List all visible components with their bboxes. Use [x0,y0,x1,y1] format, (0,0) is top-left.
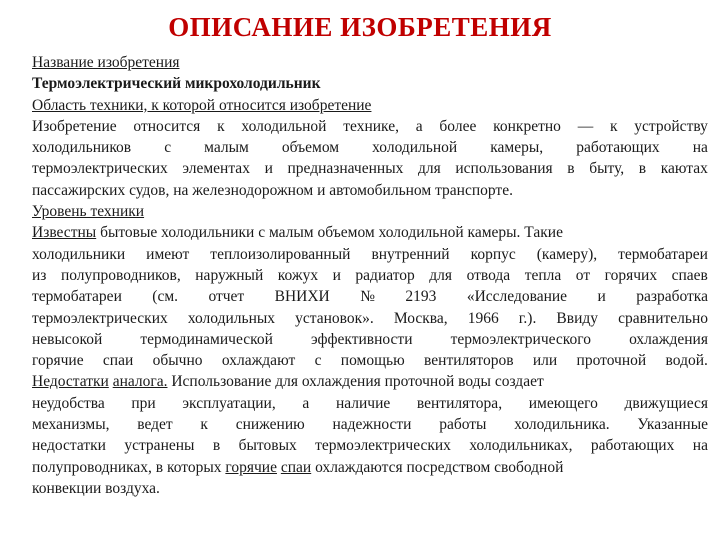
word: (см. [152,288,179,306]
word: термоэлектрических [315,437,451,455]
word: Москва, [393,309,448,327]
word: объемом [281,139,340,157]
analog-word: аналога. [112,373,168,391]
word: и [597,288,606,306]
word: ВНИХИ [274,288,330,306]
word: бытовых [238,437,297,455]
disadvantages-rest: Использование для охлаждения проточной воды создает [167,373,544,391]
word: снижению [235,416,305,434]
prior-line [32,329,708,350]
word: и [332,266,341,284]
prior-first-line [32,222,708,243]
word: холодильной [372,139,458,157]
prior-line [32,244,708,265]
word: полупроводников, [60,266,181,284]
word: термобатареи [618,245,708,263]
word: из [32,266,47,284]
word: устранены [124,437,195,455]
word: имеющего [528,394,598,412]
word: вентилятора, [416,394,503,412]
word: на [692,139,708,157]
hot-junctions-post: охлаждаются посредством свободной [311,458,564,476]
word: с [314,352,322,370]
word: в [638,160,647,178]
word: неудобства [32,394,105,412]
disadvantages-word: Недостатки [32,373,109,391]
word: эксплуатации, [182,394,276,412]
word: к [200,416,208,434]
word: термоэлектрических [32,160,168,178]
word: отчет [208,288,245,306]
word: наличие [335,394,391,412]
disadvantages-text-line [32,393,708,414]
word: для [417,160,441,178]
word: на [692,437,708,455]
word: в [567,160,575,178]
word: горячие [32,352,84,370]
invention-name: Термоэлектрический микрохолодильник [32,75,321,93]
word: при [131,394,156,412]
word: (камеру), [536,245,598,263]
word: каютах [660,160,708,178]
word: термоэлектрического [450,330,591,348]
word: устройству [634,117,708,135]
word: технике, [343,117,399,135]
word: ведет [137,416,173,434]
word: эффективности [310,330,413,348]
word: предназначенных [287,160,404,178]
field-line [32,158,708,179]
field-line: пассажирских судов, на железнодорожном и автомобильном транспорте. [32,181,513,199]
invention-name-label: Название изобретения [32,54,180,71]
word: № [360,288,375,306]
word: с [164,139,172,157]
word: водой. [665,352,708,370]
hot-junctions-line [32,457,708,478]
word: работающих [590,437,675,455]
word: термоэлектрических [32,309,168,327]
word: холодильника. [514,416,610,434]
word: радиатор [355,266,415,284]
disadvantages-text-line [32,435,708,456]
word: «Исследование [466,288,568,306]
word: термобатареи [32,288,122,306]
word: механизмы, [32,416,110,434]
word: холодильники [32,245,126,263]
word: а [302,394,310,412]
word: 2193 [405,288,437,306]
prior-line [32,350,708,371]
word: холодильников [32,139,132,157]
word: и [264,160,273,178]
word: горячих [604,266,658,284]
word: холодильной [241,117,327,135]
word: внутренний [371,245,450,263]
word: вентиляторов [424,352,514,370]
word: спаи [102,352,134,370]
word: конкретно [493,117,561,135]
word: к [217,117,225,135]
disadvantages-text-line [32,414,708,435]
word: невысокой [32,330,103,348]
prior-line [32,308,708,329]
prior-first-word: Известны [32,224,97,242]
field-line [32,137,708,158]
word: к [609,117,618,135]
word: быту, [589,160,625,178]
word: кожух [277,266,319,284]
junctions-word: спаи [280,458,312,476]
field-line [32,116,708,137]
prior-line [32,286,708,307]
word: установок». [295,309,374,327]
technical-field-label: Область техники, к которой относится изобретение [32,96,372,114]
word: движущиеся [624,394,708,412]
word: охлаждают [221,352,296,370]
word: — [577,117,594,135]
word: разработка [636,288,708,306]
word: использования [455,160,553,178]
hot-junctions-pre: полупроводниках, в которых [32,458,226,476]
word: Ввиду [556,309,598,327]
document-body [32,52,708,499]
word: от [575,266,591,284]
word: работы [439,416,487,434]
word: холодильных [187,309,276,327]
word: наружный [195,266,264,284]
word: охлаждения [629,330,708,348]
word: недостатки [32,437,106,455]
word: для [429,266,453,284]
word: корпус [470,245,516,263]
word: надежности [332,416,412,434]
word: а [415,117,423,135]
word: проточной [576,352,647,370]
word: имеют [146,245,190,263]
word: помощью [340,352,405,370]
word: термодинамической [140,330,273,348]
word: малым [204,139,249,157]
document-title: ОПИСАНИЕ ИЗОБРЕТЕНИЯ [168,12,552,42]
word: более [439,117,477,135]
word: камеры, [490,139,544,157]
word: или [532,352,558,370]
disadvantages-line [32,371,708,392]
word: теплоизолированный [210,245,351,263]
word: отвода [466,266,511,284]
word: Указанные [637,416,708,434]
final-line: конвекции воздуха. [32,479,160,497]
prior-art-label: Уровень техники [32,203,145,221]
word: холодильниках, [469,437,573,455]
prior-first-rest: бытовые холодильники с малым объемом холодильной камеры. Такие [96,224,563,242]
word: в [212,437,221,455]
word: тепла [524,266,562,284]
word: элементах [182,160,250,178]
word: Изобретение [32,117,117,135]
word: обычно [152,352,203,370]
word: работающих [576,139,660,157]
prior-line [32,265,708,286]
word: спаев [671,266,708,284]
hot-word: горячие [225,458,277,476]
word: 1966 [467,309,499,327]
word: относится [133,117,201,135]
word: г.). [518,309,537,327]
word: сравнительно [618,309,708,327]
